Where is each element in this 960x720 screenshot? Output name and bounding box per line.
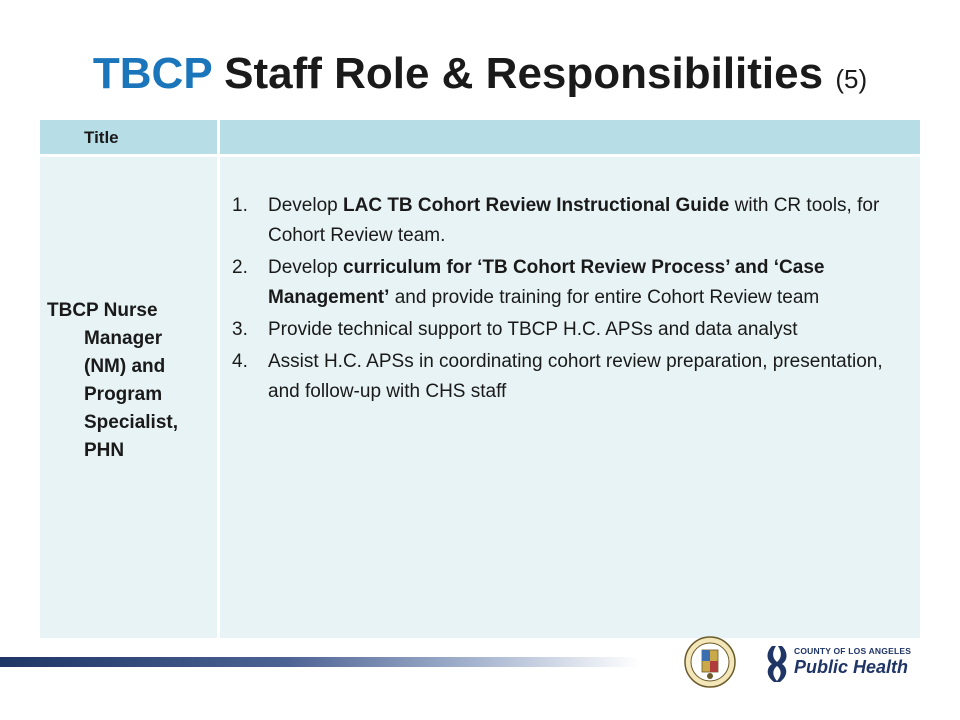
list-item-bold-text: LAC TB Cohort Review Instructional Guide xyxy=(343,195,730,216)
list-item-number: 1. xyxy=(232,195,248,216)
header-cell-responsibilities xyxy=(220,120,920,154)
role-title-line: TBCP Nurse xyxy=(47,300,158,321)
list-item xyxy=(232,315,912,345)
list-item-number: 3. xyxy=(232,319,248,340)
role-title-line: Program xyxy=(84,384,163,405)
role-title-line: Manager xyxy=(84,328,163,349)
list-item-text: with CR tools, for Cohort Review team. xyxy=(268,195,880,246)
county-seal-icon xyxy=(684,636,736,688)
role-title-line: Specialist, xyxy=(84,412,178,433)
logo-public-health-text: Public Health xyxy=(794,657,909,677)
title-number: (5) xyxy=(835,64,868,94)
public-health-logo xyxy=(762,640,912,690)
list-item-number: 4. xyxy=(232,351,248,372)
role-title-line: (NM) and xyxy=(84,356,166,377)
slide-title xyxy=(0,46,960,107)
role-title-line: PHN xyxy=(84,440,125,461)
list-item xyxy=(232,191,912,251)
list-item-text: Assist H.C. APSs in coordinating cohort review preparation, presentation, and follow-up with CHS staff xyxy=(268,351,883,402)
bottom-gradient-bar xyxy=(0,657,640,667)
list-item xyxy=(232,253,912,313)
header-label-title: Title xyxy=(84,128,119,147)
list-item-text: Develop xyxy=(268,257,343,278)
responsibilities-cell xyxy=(220,157,920,638)
public-health-logo-icon xyxy=(762,642,792,684)
responsibilities-list xyxy=(232,191,912,409)
list-item-text: Provide technical support to TBCP H.C. APSs and data analyst xyxy=(268,319,798,340)
header-cell-title xyxy=(40,120,217,154)
list-item-text: and provide training for entire Cohort Review team xyxy=(389,287,820,308)
list-item-number: 2. xyxy=(232,257,248,278)
title-accent: TBCP xyxy=(92,49,212,98)
list-item-text: Develop xyxy=(268,195,343,216)
role-title xyxy=(47,297,212,465)
list-item xyxy=(232,347,912,407)
list-item-bold-text: curriculum for ‘TB Cohort Review Process’ and ‘Case Management’ xyxy=(268,257,825,308)
responsibilities-table xyxy=(40,118,920,638)
logo-county-text: COUNTY OF LOS ANGELES xyxy=(794,646,912,656)
title-main: Staff Role & Responsibilities xyxy=(224,49,824,98)
role-cell xyxy=(40,157,217,638)
